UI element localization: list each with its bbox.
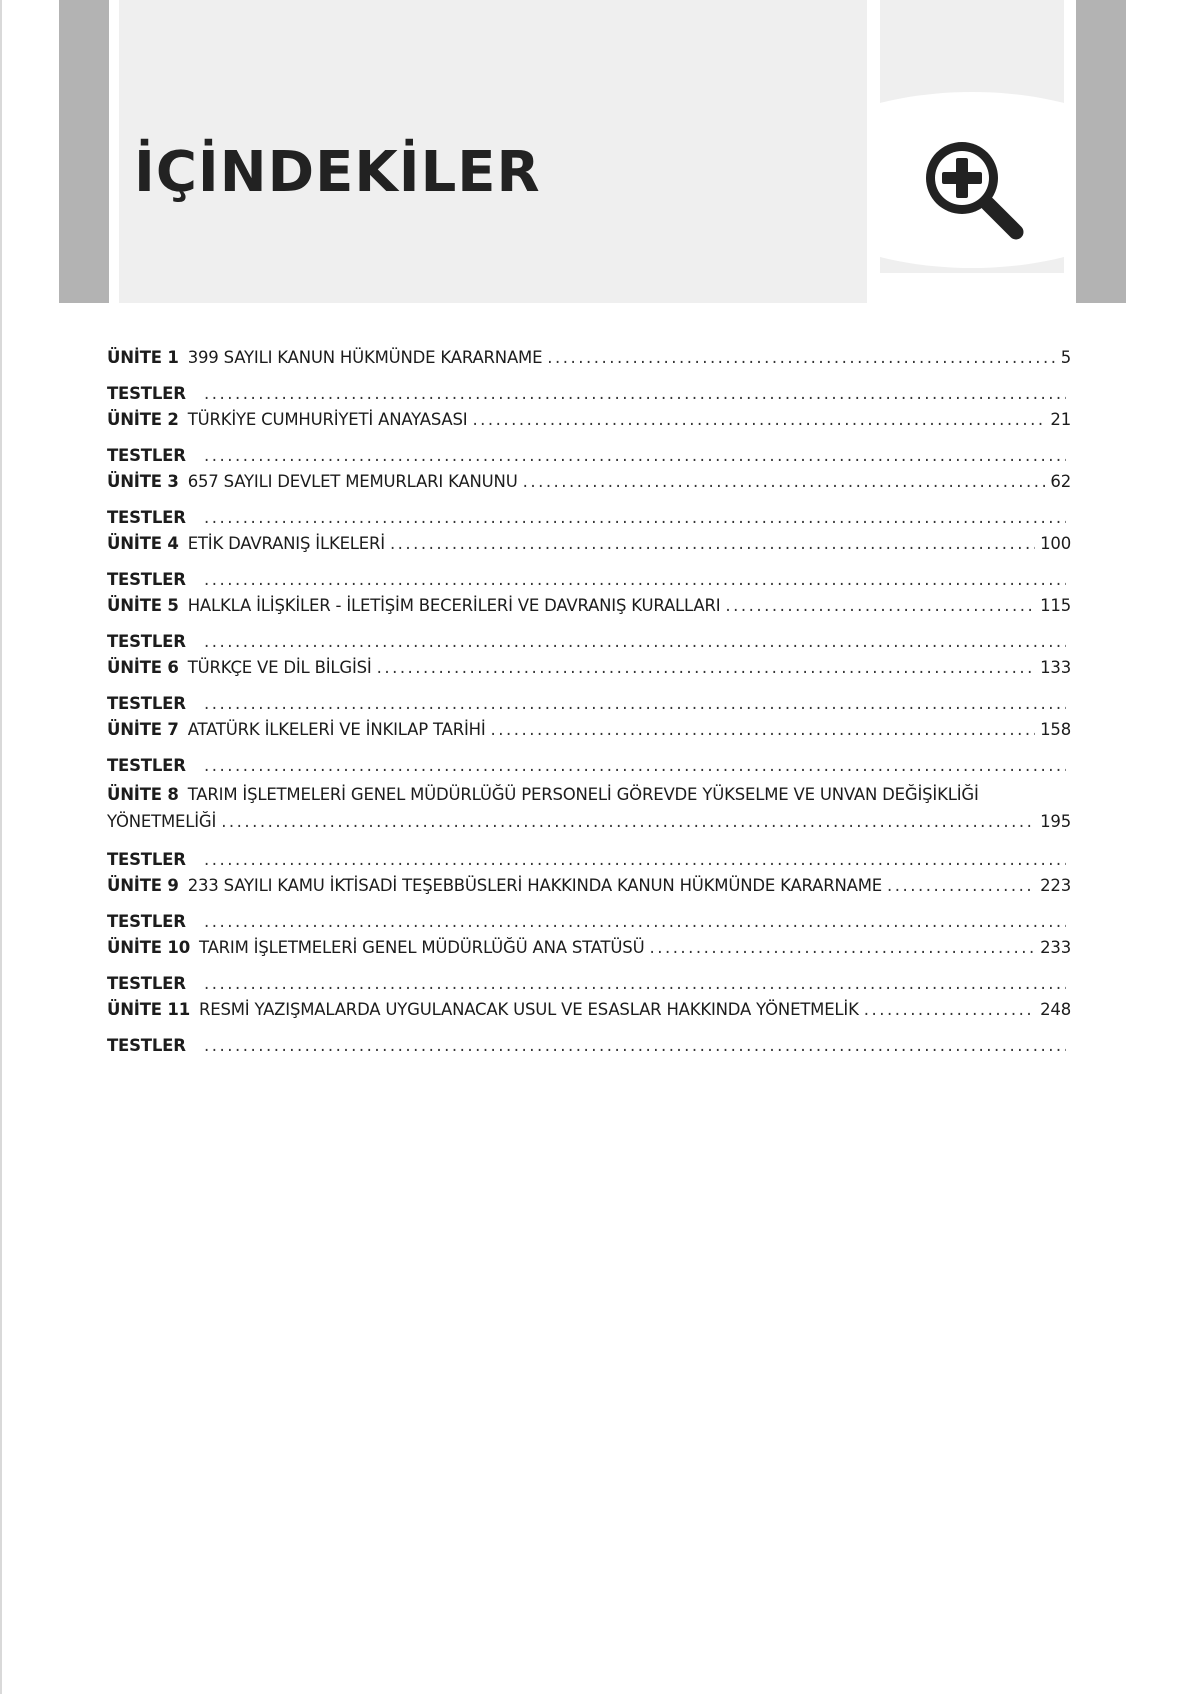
toc-unit-8[interactable] xyxy=(107,781,1071,835)
tests-label: TESTLER xyxy=(107,912,186,931)
page-number: 133 xyxy=(1040,658,1071,677)
toc-unit-4[interactable] xyxy=(107,533,1071,555)
toc-unit-9[interactable] xyxy=(107,875,1071,897)
unit-label: ÜNİTE 11 xyxy=(107,1000,190,1019)
toc-tests-7[interactable] xyxy=(107,755,1071,777)
toc-tests-3[interactable] xyxy=(107,507,1071,529)
dot-leader xyxy=(649,937,1035,959)
toc-unit-11[interactable] xyxy=(107,999,1071,1021)
unit-title: 657 SAYILI DEVLET MEMURLARI KANUNU xyxy=(187,472,518,491)
dot-leader xyxy=(204,973,1066,995)
right-accent-bar xyxy=(1076,0,1126,303)
tests-label: TESTLER xyxy=(107,1036,186,1055)
unit-title: TARIM İŞLETMELERİ GENEL MÜDÜRLÜĞÜ PERSONELİ GÖREVDE YÜKSELME VE UNVAN DEĞİŞİKLİĞİ xyxy=(187,785,979,804)
unit-title: TÜRKÇE VE DİL BİLGİSİ xyxy=(187,658,372,677)
dot-leader xyxy=(547,347,1055,369)
dot-leader xyxy=(204,631,1066,653)
dot-leader xyxy=(204,911,1066,933)
unit-label: ÜNİTE 2 xyxy=(107,410,179,429)
tests-label: TESTLER xyxy=(107,850,186,869)
tests-label: TESTLER xyxy=(107,632,186,651)
unit-title: TÜRKİYE CUMHURİYETİ ANAYASASI xyxy=(187,410,468,429)
page-number: 233 xyxy=(1040,938,1071,957)
tests-label: TESTLER xyxy=(107,384,186,403)
tests-label: TESTLER xyxy=(107,446,186,465)
unit-title: 233 SAYILI KAMU İKTİSADİ TEŞEBBÜSLERİ HAKKINDA KANUN HÜKMÜNDE KARARNAME xyxy=(187,876,882,895)
dot-leader xyxy=(204,569,1066,591)
dot-leader xyxy=(204,849,1066,871)
page-number: 21 xyxy=(1050,410,1071,429)
unit-title: RESMİ YAZIŞMALARDA UYGULANACAK USUL VE ESASLAR HAKKINDA YÖNETMELİK xyxy=(198,1000,859,1019)
unit-label: ÜNİTE 1 xyxy=(107,348,179,367)
dot-leader xyxy=(204,507,1066,529)
tests-label: TESTLER xyxy=(107,570,186,589)
unit-title: ATATÜRK İLKELERİ VE İNKILAP TARİHİ xyxy=(187,720,486,739)
table-of-contents xyxy=(107,347,1071,1057)
dot-leader xyxy=(204,1035,1066,1057)
unit-title-continued: YÖNETMELİĞİ xyxy=(107,812,217,831)
toc-unit-2[interactable] xyxy=(107,409,1071,431)
dot-leader xyxy=(491,719,1036,741)
dot-leader xyxy=(377,657,1036,679)
dot-leader xyxy=(390,533,1035,555)
unit-label: ÜNİTE 3 xyxy=(107,472,179,491)
unit-label: ÜNİTE 10 xyxy=(107,938,190,957)
page-number: 195 xyxy=(1040,812,1071,831)
unit-label: ÜNİTE 7 xyxy=(107,720,179,739)
unit-title: ETİK DAVRANIŞ İLKELERİ xyxy=(187,534,385,553)
unit-label: ÜNİTE 9 xyxy=(107,876,179,895)
toc-unit-6[interactable] xyxy=(107,657,1071,679)
toc-tests-5[interactable] xyxy=(107,631,1071,653)
unit-label: ÜNİTE 4 xyxy=(107,534,179,553)
page-number: 223 xyxy=(1040,876,1071,895)
toc-tests-2[interactable] xyxy=(107,445,1071,467)
unit-title: HALKLA İLİŞKİLER - İLETİŞİM BECERİLERİ VE DAVRANIŞ KURALLARI xyxy=(187,596,721,615)
dot-leader xyxy=(221,808,1035,835)
tests-label: TESTLER xyxy=(107,974,186,993)
page-number: 115 xyxy=(1040,596,1071,615)
toc-unit-1[interactable] xyxy=(107,347,1071,369)
dot-leader xyxy=(472,409,1045,431)
toc-tests-10[interactable] xyxy=(107,973,1071,995)
page-edge xyxy=(0,0,2,1694)
unit-title: TARIM İŞLETMELERİ GENEL MÜDÜRLÜĞÜ ANA STATÜSÜ xyxy=(198,938,645,957)
toc-tests-11[interactable] xyxy=(107,1035,1071,1057)
dot-leader xyxy=(725,595,1035,617)
page-number: 100 xyxy=(1040,534,1071,553)
page-title: İÇİNDEKİLER xyxy=(134,140,541,205)
icon-panel-art xyxy=(880,0,1064,273)
toc-unit-10[interactable] xyxy=(107,937,1071,959)
icon-panel xyxy=(880,0,1064,273)
unit-title: 399 SAYILI KANUN HÜKMÜNDE KARARNAME xyxy=(187,348,543,367)
dot-leader xyxy=(523,471,1046,493)
page-number: 5 xyxy=(1060,348,1071,367)
toc-tests-8[interactable] xyxy=(107,849,1071,871)
toc-tests-4[interactable] xyxy=(107,569,1071,591)
toc-unit-7[interactable] xyxy=(107,719,1071,741)
unit-label: ÜNİTE 5 xyxy=(107,596,179,615)
dot-leader xyxy=(887,875,1035,897)
toc-unit-3[interactable] xyxy=(107,471,1071,493)
dot-leader xyxy=(204,383,1066,405)
toc-tests-6[interactable] xyxy=(107,693,1071,715)
dot-leader xyxy=(204,693,1066,715)
unit-title-line-1 xyxy=(107,781,1071,808)
unit-title-line-2 xyxy=(107,808,1071,835)
toc-tests-1[interactable] xyxy=(107,383,1071,405)
tests-label: TESTLER xyxy=(107,508,186,527)
unit-label: ÜNİTE 6 xyxy=(107,658,179,677)
unit-label: ÜNİTE 8 xyxy=(107,785,179,804)
dot-leader xyxy=(864,999,1035,1021)
dot-leader xyxy=(204,445,1066,467)
tests-label: TESTLER xyxy=(107,756,186,775)
toc-unit-5[interactable] xyxy=(107,595,1071,617)
toc-tests-9[interactable] xyxy=(107,911,1071,933)
tests-label: TESTLER xyxy=(107,694,186,713)
page-number: 62 xyxy=(1050,472,1071,491)
dot-leader xyxy=(204,755,1066,777)
page-number: 248 xyxy=(1040,1000,1071,1019)
left-accent-bar xyxy=(59,0,109,303)
page-number: 158 xyxy=(1040,720,1071,739)
